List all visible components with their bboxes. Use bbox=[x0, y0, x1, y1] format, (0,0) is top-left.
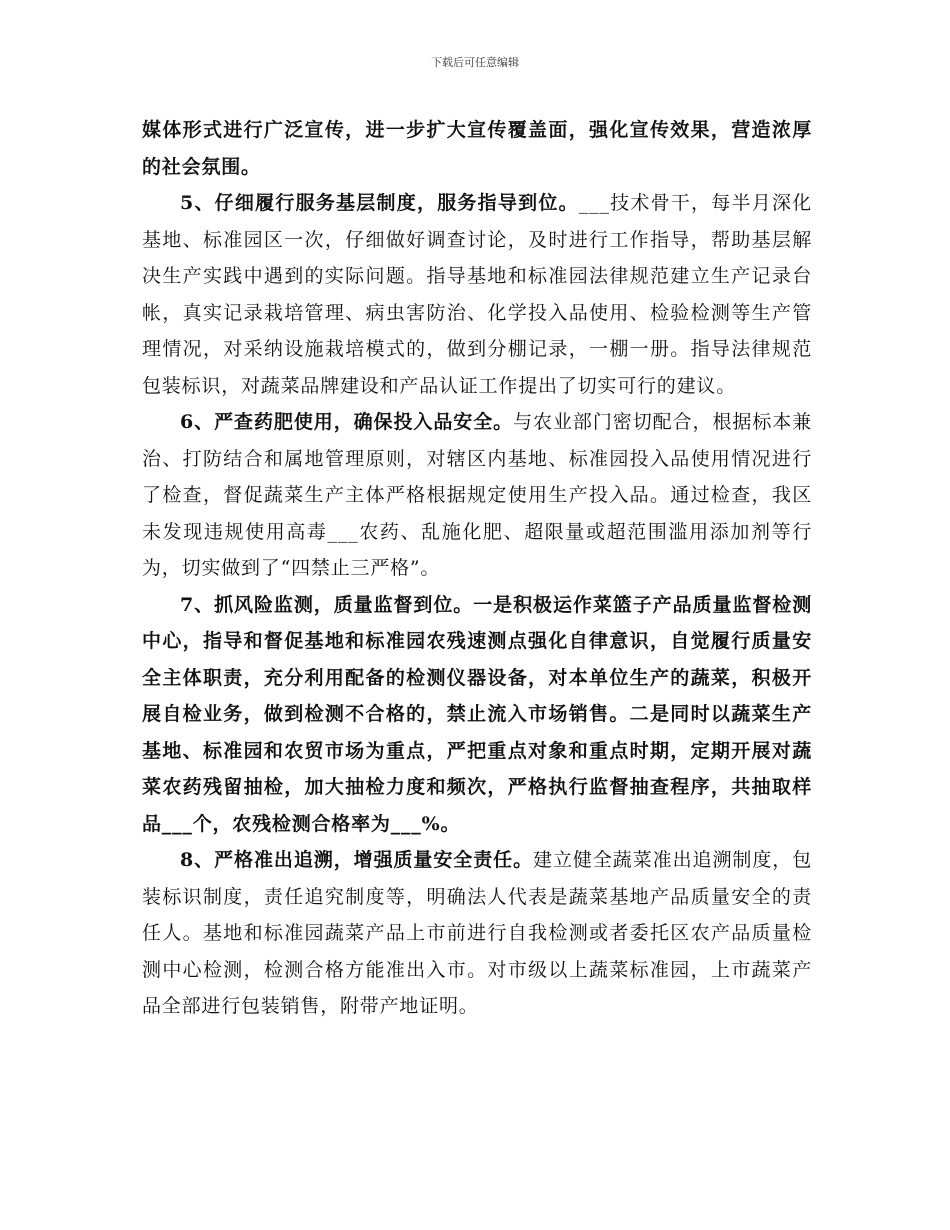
paragraph-continuation: 媒体形式进行广泛宣传，进一步扩大宣传覆盖面，强化宣传效果，营造浓厚的社会氛围。 bbox=[142, 119, 812, 178]
item-5-heading: 5、仔细履行服务基层制度，服务指导到位。 bbox=[180, 192, 579, 214]
item-6-heading: 6、严查药肥使用，确保投入品安全。 bbox=[180, 411, 514, 433]
paragraph-item-8 bbox=[142, 842, 812, 1025]
item-8-body: 建立健全蔬菜准出追溯制度，包装标识制度，责任追究制度等，明确法人代表是蔬菜基地产品质量安全的责任人。基地和标准园蔬菜产品上市前进行自我检测或者委托区农产品质量检测中心检测，检测合格方能准出入市。对市级以上蔬菜标准园，上市蔬菜产品全部进行包装销售，附带产地证明。 bbox=[142, 849, 812, 1017]
paragraph-item-7: 7、抓风险监测，质量监督到位。一是积极运作菜篮子产品质量监督检测中心，指导和督促基地和标准园农残速测点强化自律意识，自觉履行质量安全主体职责，充分利用配备的检测仪器设备，对本单位生产的蔬菜，积极开展自检业务，做到检测不合格的，禁止流入市场销售。二是同时以蔬菜生产基地、标准园和农贸市场为重点，严把重点对象和重点时期，定期开展对蔬菜农药残留抽检，加大抽检力度和频次，严格执行监督抽查程序，共抽取样品___个，农残检测合格率为___%。 bbox=[142, 593, 812, 835]
item-5-body: ___技术骨干，每半月深化基地、标准园区一次，仔细做好调查讨论，及时进行工作指导，帮助基层解决生产实践中遇到的实际问题。指导基地和标准园法律规范建立生产记录台帐，真实记录栽培管理、病虫害防治、化学投入品使用、检验检测等生产管理情况，对采纳设施栽培模式的，做到分棚记录，一棚一册。指导法律规范包装标识，对蔬菜品牌建设和产品认证工作提出了切实可行的建议。 bbox=[142, 192, 812, 397]
item-8-heading: 8、严格准出追溯，增强质量安全责任。 bbox=[180, 849, 534, 871]
document-body bbox=[142, 112, 812, 1025]
paragraph-item-5 bbox=[142, 185, 812, 404]
paragraph-item-6 bbox=[142, 404, 812, 587]
page-header: 下载后可任意编辑 bbox=[431, 56, 519, 69]
item-6-body: 与农业部门密切配合，根据标本兼治、打防结合和属地管理原则，对辖区内基地、标准园投入品使用情况进行了检查，督促蔬菜生产主体严格根据规定使用生产投入品。通过检查，我区未发现违规使用高毒___农药、乱施化肥、超限量或超范围滥用添加剂等行为，切实做到了“四禁止三严格”。 bbox=[142, 411, 812, 579]
